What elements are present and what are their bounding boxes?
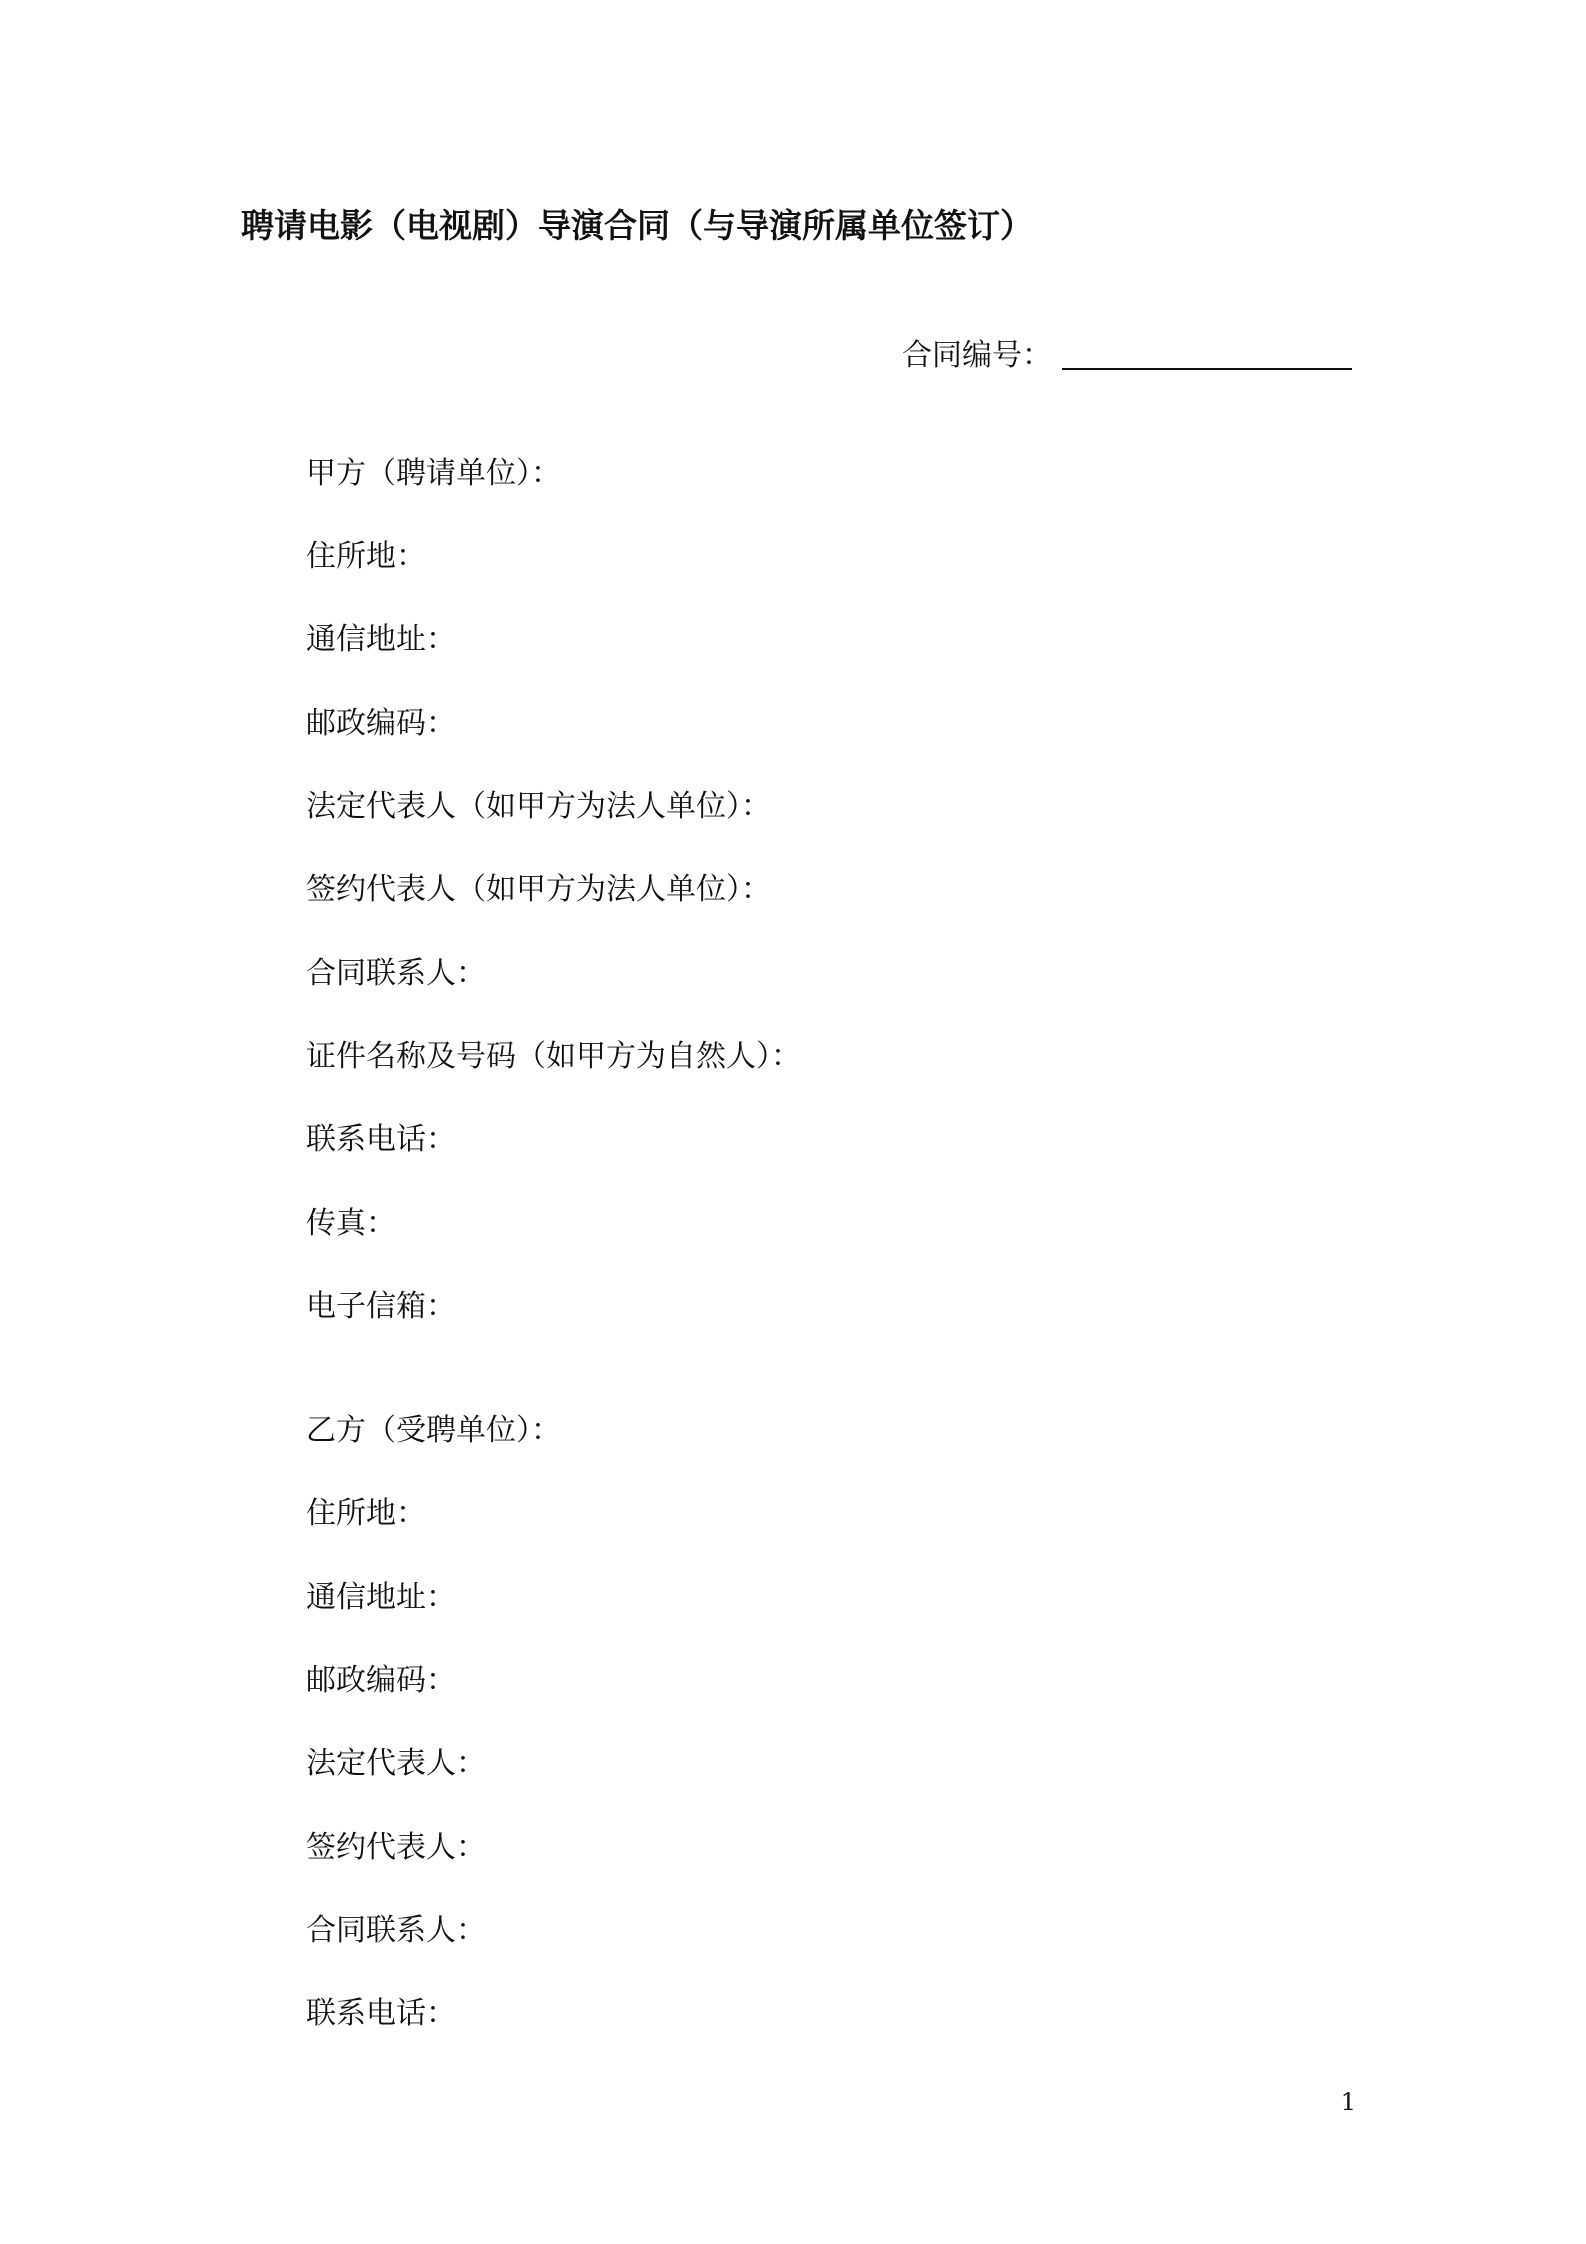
document-title: 聘请电影（电视剧）导演合同（与导演所属单位签订）	[241, 206, 1033, 245]
contract-number-label: 合同编号：	[902, 338, 1052, 373]
contract-number-blank	[1062, 346, 1352, 370]
party-a-mailing-address: 通信地址：	[306, 622, 456, 657]
party-a-postal-code: 邮政编码：	[306, 706, 456, 741]
party-b-legal-representative: 法定代表人：	[306, 1746, 486, 1781]
party-a-id-document: 证件名称及号码（如甲方为自然人）：	[306, 1039, 801, 1074]
party-a-phone: 联系电话：	[306, 1122, 456, 1157]
party-a-legal-representative: 法定代表人（如甲方为法人单位）：	[306, 789, 771, 824]
party-a-signing-representative: 签约代表人（如甲方为法人单位）：	[306, 872, 771, 907]
party-b-phone: 联系电话：	[306, 1996, 456, 2031]
party-a-email: 电子信箱：	[306, 1289, 456, 1324]
party-a-fax: 传真：	[306, 1206, 396, 1241]
party-a-address: 住所地：	[306, 539, 426, 574]
party-b-address: 住所地：	[306, 1496, 426, 1531]
party-b-postal-code: 邮政编码：	[306, 1663, 456, 1698]
party-a-contact-person: 合同联系人：	[306, 956, 486, 991]
party-a-heading: 甲方（聘请单位）：	[306, 456, 561, 491]
party-b-heading: 乙方（受聘单位）：	[306, 1413, 561, 1448]
contract-number-row	[902, 330, 1352, 374]
party-b-contact-person: 合同联系人：	[306, 1913, 486, 1948]
party-b-signing-representative: 签约代表人：	[306, 1830, 486, 1865]
party-b-mailing-address: 通信地址：	[306, 1580, 456, 1615]
page-number: 1	[1340, 2088, 1356, 2116]
